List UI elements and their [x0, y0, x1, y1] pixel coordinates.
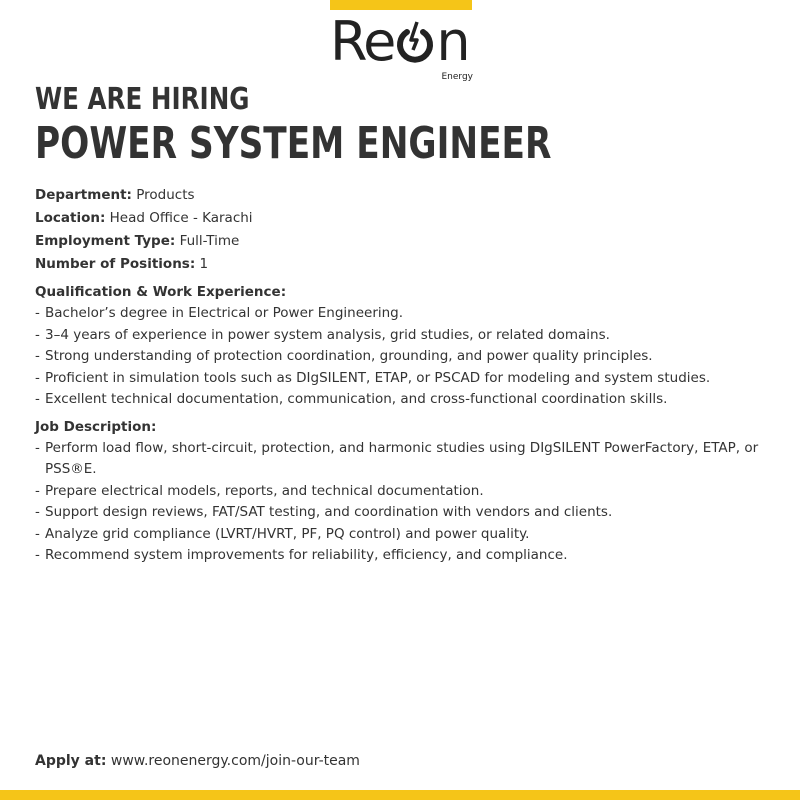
detail-location [35, 207, 775, 230]
detail-value: 1 [199, 256, 209, 272]
reon-logo [330, 10, 475, 84]
list-item: - Recommend system improvements for reliability, efficiency, and compliance. [35, 547, 568, 563]
bottom-accent-bar [0, 790, 800, 800]
detail-employment-type [35, 230, 775, 253]
job-content [35, 184, 775, 567]
logo-prefix: Re [330, 10, 395, 73]
qualification-list [35, 303, 775, 411]
job-description-heading: Job Description: [35, 418, 157, 435]
list-item: - 3–4 years of experience in power system analysis, grid studies, or related domains. [35, 326, 610, 343]
detail-label: Employment Type: [35, 233, 176, 249]
detail-label: Location: [35, 210, 106, 226]
detail-positions [35, 253, 775, 276]
detail-department [35, 184, 775, 207]
list-item: - Strong understanding of protection coordination, grounding, and power quality principles. [35, 348, 653, 364]
top-accent-bar [330, 0, 472, 10]
detail-value: Products [136, 187, 195, 203]
detail-label: Number of Positions: [35, 256, 196, 272]
detail-value: Head Office - Karachi [109, 210, 253, 226]
list-item: - Bachelor’s degree in Electrical or Power Engineering. [35, 305, 404, 321]
list-item: - Support design reviews, FAT/SAT testing, and coordination with vendors and clients. [35, 504, 613, 520]
detail-value: Full-Time [179, 233, 240, 249]
logo-wordmark [330, 12, 469, 72]
qualification-heading: Qualification & Work Experience: [35, 284, 287, 300]
detail-label: Department: [35, 187, 132, 203]
apply-line [35, 753, 360, 769]
apply-label: Apply at: [35, 753, 107, 769]
power-o-icon [395, 20, 435, 64]
hiring-heading: WE ARE HIRING [35, 82, 250, 117]
logo-subtitle: Energy [441, 72, 473, 82]
list-item: - Excellent technical documentation, communication, and cross-functional coordination skills. [35, 391, 668, 407]
job-description-list [35, 438, 775, 567]
list-item: - Proficient in simulation tools such as DIgSILENT, ETAP, or PSCAD for modeling and system studies. [35, 369, 711, 386]
apply-link[interactable]: www.reonenergy.com/join-our-team [110, 753, 360, 769]
list-item: - Perform load flow, short-circuit, protection, and harmonic studies using DIgSILENT PowerFactory, ETAP, or PSS®E. [35, 439, 759, 477]
list-item: - Analyze grid compliance (LVRT/HVRT, PF, PQ control) and power quality. [35, 525, 530, 542]
job-title: POWER SYSTEM ENGINEER [35, 118, 552, 169]
list-item: - Prepare electrical models, reports, and technical documentation. [35, 482, 484, 499]
logo-suffix: n [436, 10, 469, 73]
